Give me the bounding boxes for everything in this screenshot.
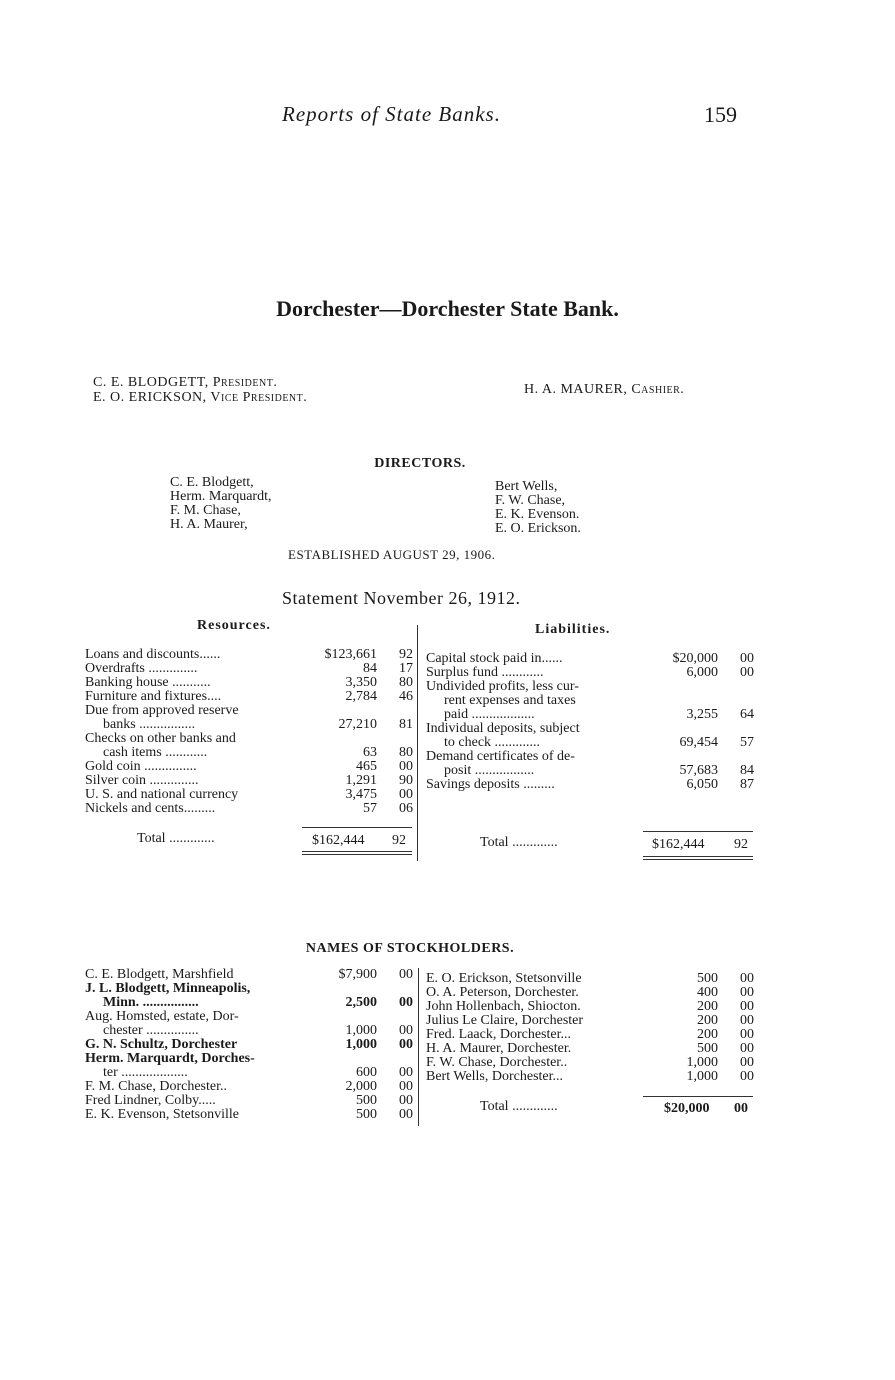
stockholders-heading: NAMES OF STOCKHOLDERS. xyxy=(305,941,515,956)
table-row xyxy=(426,708,754,722)
row-label: Undivided profits, less cur- xyxy=(426,679,579,694)
row-label: Loans and discounts...... xyxy=(85,647,221,662)
row-cents: 57 xyxy=(740,735,754,750)
row-label: Fred Lindner, Colby..... xyxy=(85,1093,216,1108)
row-cents: 00 xyxy=(399,1037,413,1052)
row-cents: 64 xyxy=(740,707,754,722)
liabilities-total-label: Total ............. xyxy=(480,835,558,850)
row-dollars: $7,900 xyxy=(338,967,377,982)
row-label: F. M. Chase, Dorchester.. xyxy=(85,1079,227,1094)
row-cents xyxy=(377,732,413,746)
row-cents xyxy=(377,982,413,996)
row-dollars: 27,210 xyxy=(338,717,377,732)
row-cents xyxy=(377,1052,413,1066)
row-label: Demand certificates of de- xyxy=(426,749,575,764)
table-row xyxy=(426,722,754,736)
table-row xyxy=(85,1108,413,1122)
row-dollars: 1,000 xyxy=(686,1055,718,1070)
row-dollars: 63 xyxy=(363,745,377,760)
row-dollars xyxy=(651,694,718,708)
table-row xyxy=(426,778,754,792)
table-row xyxy=(426,666,754,680)
row-dollars: 500 xyxy=(697,1041,718,1056)
row-label: Minn. ................ xyxy=(103,995,199,1010)
table-row xyxy=(426,1000,754,1014)
row-label: Silver coin .............. xyxy=(85,773,199,788)
statement-title: Statement November 26, 1912. xyxy=(282,588,521,608)
stockholders-total-label: Total ............. xyxy=(480,1099,558,1114)
row-dollars: 500 xyxy=(697,971,718,986)
table-row xyxy=(426,1014,754,1028)
row-cents xyxy=(718,750,754,764)
row-dollars: 500 xyxy=(356,1107,377,1122)
row-label: rent expenses and taxes xyxy=(444,693,576,708)
row-dollars: 2,000 xyxy=(345,1079,377,1094)
row-label: Capital stock paid in...... xyxy=(426,651,563,666)
table-row xyxy=(426,652,754,666)
table-row xyxy=(426,694,754,708)
row-label: C. E. Blodgett, Marshfield xyxy=(85,967,234,982)
table-row xyxy=(426,986,754,1000)
row-cents: 00 xyxy=(399,1079,413,1094)
bank-title: Dorchester—Dorchester State Bank. xyxy=(276,296,619,321)
table-row xyxy=(85,1080,413,1094)
page-number: 159 xyxy=(704,102,737,127)
table-row xyxy=(426,680,754,694)
row-cents: 00 xyxy=(740,971,754,986)
row-dollars: 57,683 xyxy=(679,763,718,778)
row-cents: 92 xyxy=(399,647,413,662)
row-dollars: 1,000 xyxy=(345,1037,377,1052)
row-cents: 00 xyxy=(740,1027,754,1042)
resources-table xyxy=(85,648,413,816)
row-label: Individual deposits, subject xyxy=(426,721,580,736)
row-cents: 00 xyxy=(740,1013,754,1028)
table-row xyxy=(85,760,413,774)
liabilities-heading: Liabilities. xyxy=(535,622,611,637)
column-divider xyxy=(417,625,418,861)
table-row xyxy=(85,982,413,996)
row-dollars xyxy=(651,680,718,694)
row-label: Savings deposits ......... xyxy=(426,777,555,792)
row-label: banks ................ xyxy=(103,717,196,732)
table-row xyxy=(85,1038,413,1052)
row-label: paid .................. xyxy=(444,707,535,722)
table-row xyxy=(85,676,413,690)
table-row xyxy=(426,972,754,986)
table-row xyxy=(85,968,413,982)
table-row xyxy=(85,690,413,704)
row-dollars: 1,291 xyxy=(345,773,377,788)
table-row xyxy=(426,750,754,764)
row-cents: 87 xyxy=(740,777,754,792)
row-label: ter ................... xyxy=(103,1065,188,1080)
table-row xyxy=(85,1052,413,1066)
row-label: Herm. Marquardt, Dorches- xyxy=(85,1051,255,1066)
table-row xyxy=(85,662,413,676)
table-row xyxy=(85,746,413,760)
row-label: H. A. Maurer, Dorchester. xyxy=(426,1041,572,1056)
row-cents: 00 xyxy=(740,999,754,1014)
row-cents: 00 xyxy=(399,787,413,802)
row-cents: 00 xyxy=(399,1093,413,1108)
row-cents: 00 xyxy=(399,1023,413,1038)
row-label: John Hollenbach, Shiocton. xyxy=(426,999,581,1014)
director-name: E. O. Erickson. xyxy=(495,521,581,536)
row-cents: 00 xyxy=(399,995,413,1010)
table-row xyxy=(426,1070,754,1084)
row-cents: 84 xyxy=(740,763,754,778)
row-cents: 17 xyxy=(399,661,413,676)
row-label: Bert Wells, Dorchester... xyxy=(426,1069,564,1084)
liabilities-sum-rule xyxy=(643,831,753,832)
table-row xyxy=(85,788,413,802)
row-label: to check ............. xyxy=(444,735,541,750)
stockholders-right-table xyxy=(426,972,754,1084)
row-label: Banking house ........... xyxy=(85,675,211,690)
row-cents xyxy=(377,704,413,718)
row-dollars: 400 xyxy=(697,985,718,1000)
row-dollars xyxy=(651,750,718,764)
directors-right-list xyxy=(495,480,581,536)
row-dollars: 1,000 xyxy=(686,1069,718,1084)
officer-president: C. E. BLODGETT, President. xyxy=(93,375,278,390)
row-dollars xyxy=(323,1052,377,1066)
row-label: Surplus fund ............ xyxy=(426,665,544,680)
table-row xyxy=(85,704,413,718)
row-dollars: 6,050 xyxy=(686,777,718,792)
row-label: Nickels and cents......... xyxy=(85,801,216,816)
liabilities-table xyxy=(426,652,754,792)
resources-total-double-rule xyxy=(302,851,412,855)
table-row xyxy=(85,802,413,816)
director-name: F. M. Chase, xyxy=(170,503,241,518)
liabilities-total-cents: 92 xyxy=(734,837,748,852)
row-dollars xyxy=(323,982,377,996)
row-dollars: 600 xyxy=(356,1065,377,1080)
officer-vice-president: E. O. ERICKSON, Vice President. xyxy=(93,390,308,405)
stockholders-sum-rule xyxy=(643,1096,753,1097)
row-dollars: 3,350 xyxy=(345,675,377,690)
stockholders-column-divider xyxy=(418,968,419,1126)
row-cents xyxy=(377,1010,413,1024)
table-row xyxy=(85,996,413,1010)
row-dollars: 200 xyxy=(697,999,718,1014)
table-row xyxy=(85,1066,413,1080)
director-name: E. K. Evenson. xyxy=(495,507,580,522)
row-cents xyxy=(718,680,754,694)
table-row xyxy=(85,1010,413,1024)
row-cents: 00 xyxy=(399,1065,413,1080)
row-dollars: 6,000 xyxy=(686,665,718,680)
row-cents: 06 xyxy=(399,801,413,816)
resources-sum-rule xyxy=(302,827,412,828)
row-label: E. O. Erickson, Stetsonville xyxy=(426,971,582,986)
row-label: G. N. Schultz, Dorchester xyxy=(85,1037,238,1052)
director-name: C. E. Blodgett, xyxy=(170,475,254,490)
row-label: posit ................. xyxy=(444,763,535,778)
row-cents: 00 xyxy=(740,1055,754,1070)
director-name: Herm. Marquardt, xyxy=(170,489,272,504)
row-label: Julius Le Claire, Dorchester xyxy=(426,1013,584,1028)
row-cents: 80 xyxy=(399,675,413,690)
row-label: Aug. Homsted, estate, Dor- xyxy=(85,1009,239,1024)
row-cents: 46 xyxy=(399,689,413,704)
row-dollars: 200 xyxy=(697,1013,718,1028)
row-dollars: 2,500 xyxy=(345,995,377,1010)
row-label: Furniture and fixtures.... xyxy=(85,689,222,704)
row-dollars: $20,000 xyxy=(672,651,718,666)
row-cents: 81 xyxy=(399,717,413,732)
row-label: J. L. Blodgett, Minneapolis, xyxy=(85,981,251,996)
row-label: Fred. Laack, Dorchester... xyxy=(426,1027,571,1042)
director-name: H. A. Maurer, xyxy=(170,517,248,532)
running-title: Reports of State Banks. xyxy=(282,102,501,126)
row-dollars: 500 xyxy=(356,1093,377,1108)
row-dollars: 2,784 xyxy=(345,689,377,704)
row-cents: 00 xyxy=(740,1069,754,1084)
row-label: cash items ............ xyxy=(103,745,208,760)
row-dollars: 3,255 xyxy=(686,707,718,722)
director-name: F. W. Chase, xyxy=(495,493,566,508)
table-row xyxy=(85,1024,413,1038)
row-label: Overdrafts .............. xyxy=(85,661,198,676)
resources-heading: Resources. xyxy=(197,618,271,633)
row-dollars: 69,454 xyxy=(679,735,718,750)
row-dollars xyxy=(651,722,718,736)
stockholders-total-dollars: $20,000 xyxy=(664,1101,710,1116)
row-cents: 00 xyxy=(740,985,754,1000)
row-cents: 00 xyxy=(740,1041,754,1056)
row-label: O. A. Peterson, Dorchester. xyxy=(426,985,579,1000)
row-dollars: 84 xyxy=(363,661,377,676)
table-row xyxy=(426,1028,754,1042)
directors-left-list xyxy=(170,476,271,532)
table-row xyxy=(426,1042,754,1056)
row-cents: 00 xyxy=(399,759,413,774)
row-label: E. K. Evenson, Stetsonville xyxy=(85,1107,239,1122)
row-dollars: 3,475 xyxy=(345,787,377,802)
row-dollars: $123,661 xyxy=(324,647,377,662)
row-label: Due from approved reserve xyxy=(85,703,239,718)
directors-heading: DIRECTORS. xyxy=(374,456,466,471)
row-dollars xyxy=(303,704,377,718)
liabilities-total-dollars: $162,444 xyxy=(652,837,705,852)
table-row xyxy=(85,718,413,732)
row-label: F. W. Chase, Dorchester.. xyxy=(426,1055,568,1070)
row-dollars xyxy=(323,1010,377,1024)
row-cents: 00 xyxy=(740,651,754,666)
table-row xyxy=(85,648,413,662)
table-row xyxy=(426,1056,754,1070)
officer-cashier: H. A. MAURER, Cashier. xyxy=(524,382,685,397)
table-row xyxy=(85,732,413,746)
row-dollars: 200 xyxy=(697,1027,718,1042)
row-dollars: 57 xyxy=(363,801,377,816)
resources-total-dollars: $162,444 xyxy=(312,833,365,848)
row-cents xyxy=(718,722,754,736)
row-dollars: 1,000 xyxy=(345,1023,377,1038)
table-row xyxy=(85,774,413,788)
director-name: Bert Wells, xyxy=(495,479,558,494)
row-cents: 90 xyxy=(399,773,413,788)
row-cents xyxy=(718,694,754,708)
stockholders-left-table xyxy=(85,968,413,1122)
row-label: Gold coin ............... xyxy=(85,759,197,774)
liabilities-total-double-rule xyxy=(643,856,753,860)
row-cents: 00 xyxy=(740,665,754,680)
row-label: chester ............... xyxy=(103,1023,199,1038)
row-cents: 80 xyxy=(399,745,413,760)
resources-total-label: Total ............. xyxy=(137,831,215,846)
row-label: U. S. and national currency xyxy=(85,787,239,802)
row-dollars xyxy=(303,732,377,746)
established-date: ESTABLISHED AUGUST 29, 1906. xyxy=(288,547,496,562)
stockholders-total-cents: 00 xyxy=(734,1101,748,1116)
row-dollars: 465 xyxy=(356,759,377,774)
row-label: Checks on other banks and xyxy=(85,731,236,746)
table-row xyxy=(426,764,754,778)
row-cents: 00 xyxy=(399,1107,413,1122)
row-cents: 00 xyxy=(399,967,413,982)
table-row xyxy=(426,736,754,750)
table-row xyxy=(85,1094,413,1108)
resources-total-cents: 92 xyxy=(392,833,406,848)
